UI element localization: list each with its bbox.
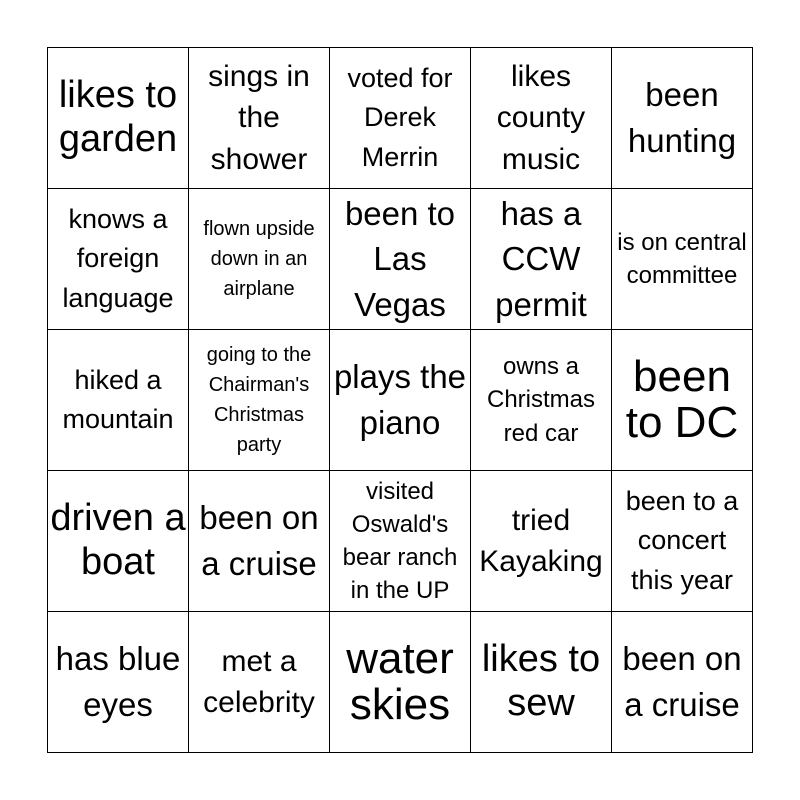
bingo-cell-5-4[interactable] <box>471 612 612 753</box>
bingo-cell-text: been on a cruise <box>622 640 742 723</box>
bingo-cell-2-4[interactable] <box>471 189 612 330</box>
bingo-cell-text: has a CCW permit <box>495 194 587 323</box>
bingo-cell-text: been to Las Vegas <box>344 194 456 323</box>
bingo-cell-3-4[interactable] <box>471 330 612 471</box>
bingo-cell-3-1[interactable] <box>48 330 189 471</box>
bingo-cell-1-3[interactable] <box>330 48 471 189</box>
bingo-cell-text: is on central committee <box>617 228 747 289</box>
bingo-cell-text: been to a concert this year <box>625 486 739 595</box>
bingo-cell-text: water skies <box>346 633 454 729</box>
bingo-cell-text: knows a foreign language <box>62 204 174 313</box>
bingo-cell-text: likes to garden <box>58 74 178 160</box>
bingo-cell-3-5[interactable] <box>612 330 753 471</box>
bingo-cell-text: likes to sew <box>481 638 601 724</box>
bingo-cell-text: met a celebrity <box>203 644 315 719</box>
bingo-cell-4-4[interactable] <box>471 471 612 612</box>
bingo-cell-text: been on a cruise <box>199 499 319 582</box>
bingo-cell-text: been hunting <box>627 76 737 159</box>
bingo-cell-text: owns a Christmas red car <box>486 353 595 447</box>
bingo-cell-4-3[interactable] <box>330 471 471 612</box>
bingo-cell-text: tried Kayaking <box>479 503 603 578</box>
bingo-cell-5-2[interactable] <box>189 612 330 753</box>
bingo-cell-text: sings in the shower <box>208 59 310 176</box>
bingo-cell-2-3[interactable] <box>330 189 471 330</box>
bingo-cell-2-5[interactable] <box>612 189 753 330</box>
bingo-cell-text: going to the Chairman's Christmas party <box>206 344 312 456</box>
bingo-cell-text: likes county music <box>496 59 586 176</box>
bingo-cell-text: been to DC <box>625 351 739 447</box>
bingo-cell-text: hiked a mountain <box>62 364 174 434</box>
bingo-cell-1-1[interactable] <box>48 48 189 189</box>
bingo-cell-3-2[interactable] <box>189 330 330 471</box>
bingo-cell-4-2[interactable] <box>189 471 330 612</box>
bingo-cell-2-2[interactable] <box>189 189 330 330</box>
bingo-cell-5-1[interactable] <box>48 612 189 753</box>
bingo-cell-2-1[interactable] <box>48 189 189 330</box>
bingo-cell-text: plays the piano <box>333 358 467 441</box>
bingo-cell-text: has blue eyes <box>55 640 181 723</box>
bingo-cell-1-4[interactable] <box>471 48 612 189</box>
bingo-cell-text: flown upside down in an airplane <box>203 218 315 300</box>
bingo-cell-1-2[interactable] <box>189 48 330 189</box>
bingo-cell-1-5[interactable] <box>612 48 753 189</box>
bingo-cell-5-5[interactable] <box>612 612 753 753</box>
bingo-cell-4-5[interactable] <box>612 471 753 612</box>
bingo-cell-text: driven a boat <box>50 497 186 583</box>
bingo-grid <box>47 47 753 753</box>
bingo-cell-5-3[interactable] <box>330 612 471 753</box>
bingo-cell-3-3[interactable] <box>330 330 471 471</box>
bingo-cell-4-1[interactable] <box>48 471 189 612</box>
bingo-cell-text: voted for Derek Merrin <box>347 63 453 172</box>
bingo-cell-text: visited Oswald's bear ranch in the UP <box>342 477 458 605</box>
